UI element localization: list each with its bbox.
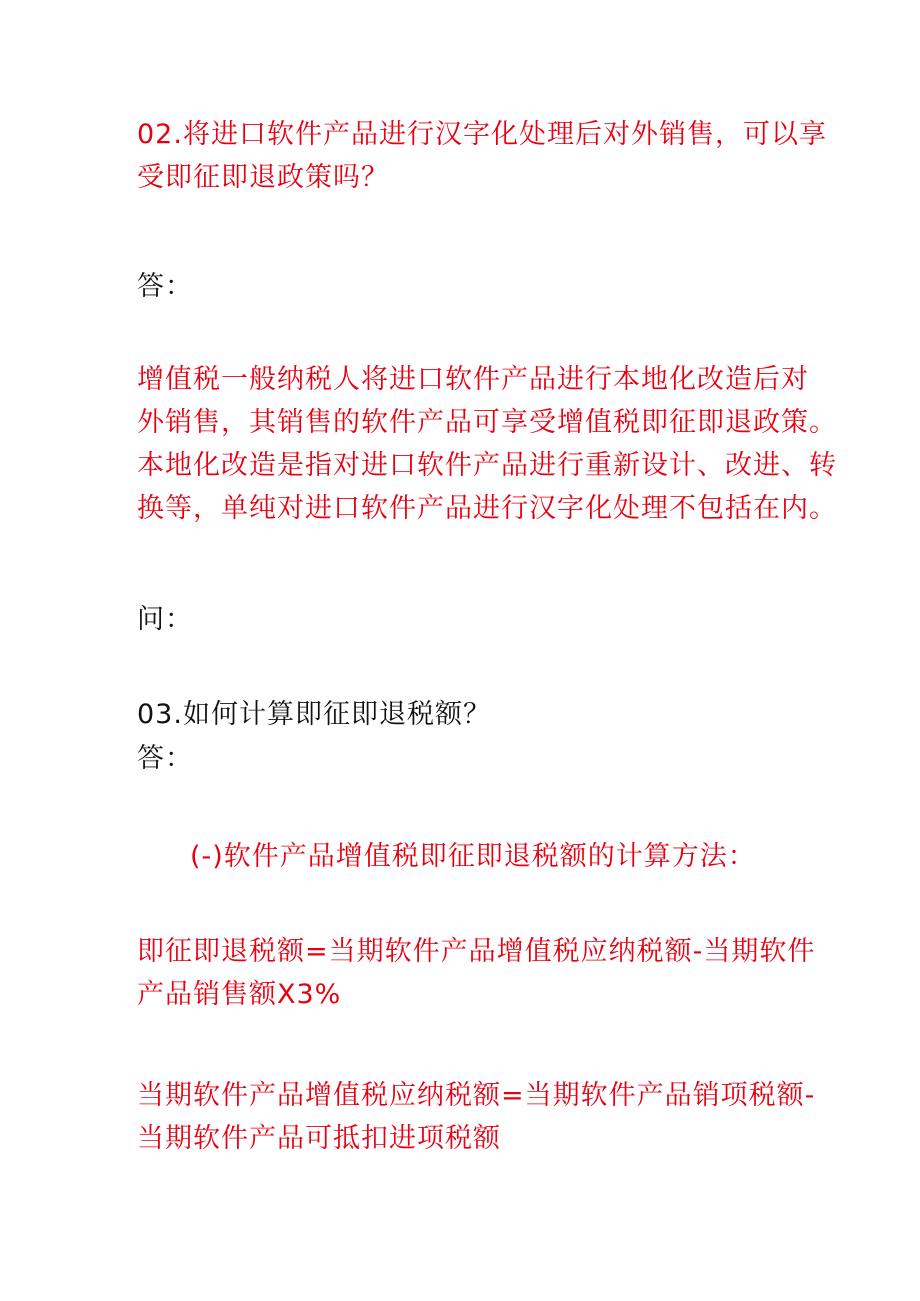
formula-2-line-2: 当期软件产品可抵扣进项税额	[137, 1123, 501, 1154]
question-02	[137, 113, 837, 199]
answer-02-line-3: 本地化改造是指对进口软件产品进行重新设计、改进、转	[137, 450, 837, 481]
answer-02-line-4: 换等，单纯对进口软件产品进行汉字化处理不包括在内。	[137, 493, 837, 524]
answer-02-line-2: 外销售，其销售的软件产品可享受增值税即征即退政策。	[137, 407, 837, 438]
answer-02-paragraph	[137, 358, 837, 530]
formula-1-line-2: 产品销售额X3%	[137, 979, 342, 1010]
formula-1-line-1: 即征即退税额=当期软件产品增值税应纳税额-当期软件	[137, 936, 816, 967]
answer-label-1: 答：	[137, 271, 193, 302]
section-1-heading: (-)软件产品增值税即征即退税额的计算方法：	[190, 841, 756, 872]
formula-2-line-1: 当期软件产品增值税应纳税额=当期软件产品销项税额-	[137, 1080, 816, 1111]
question-02-line-1: 02.将进口软件产品进行汉字化处理后对外销售，可以享	[137, 119, 827, 150]
question-03	[137, 693, 837, 736]
formula-2	[137, 1074, 837, 1160]
formula-1	[137, 930, 837, 1016]
question-label: 问：	[137, 604, 193, 635]
question-03-line-1: 03.如何计算即征即退税额？	[137, 699, 491, 730]
answer-02-line-1: 增值税一般纳税人将进口软件产品进行本地化改造后对	[137, 364, 809, 395]
question-02-line-2: 受即征即退政策吗？	[137, 162, 389, 193]
answer-label-2: 答：	[137, 743, 193, 774]
